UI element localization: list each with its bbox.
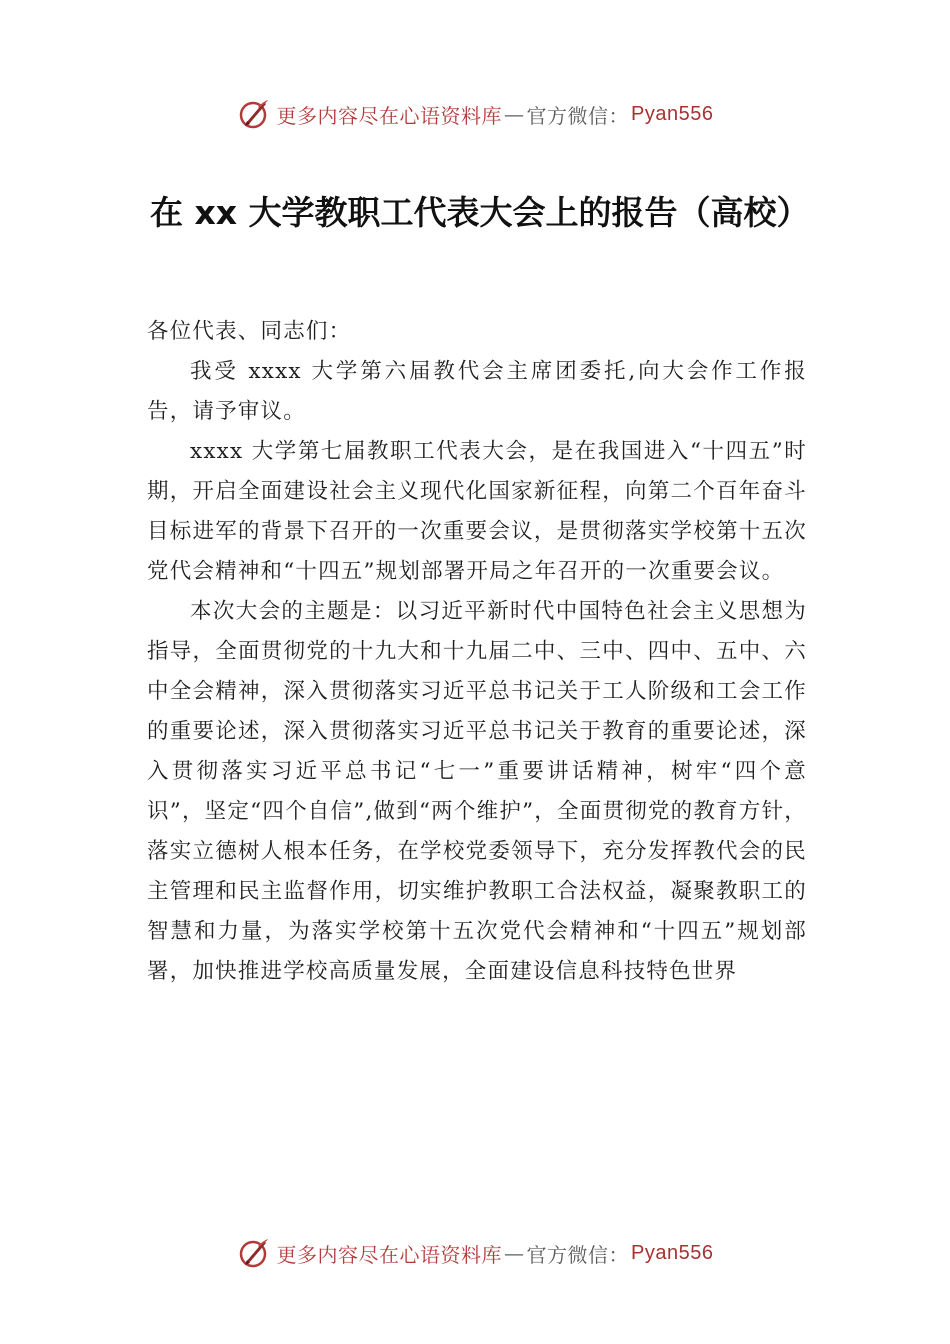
banner-wechat-label: 官方微信： xyxy=(526,103,630,128)
banner-wechat-id: Pyan556 xyxy=(631,102,714,125)
banner-brand: 更多内容尽在心语资料库 xyxy=(276,1242,503,1267)
banner-wechat-label: 官方微信： xyxy=(526,1242,630,1267)
footer-banner xyxy=(0,1233,950,1273)
body-paragraph: 我受 xxxx 大学第六届教代会主席团委托,向大会作工作报告，请予审议。 xyxy=(147,359,807,424)
quill-pen-logo-icon xyxy=(237,97,271,131)
body-paragraph: xxxx 大学第七届教职工代表大会，是在我国进入“十四五”时期，开启全面建设社会主义现代化国家新征程，向第二个百年奋斗目标进军的背景下召开的一次重要会议，是贯彻落实学校第十五次党代会精神和“十四五”规划部署开局之年召开的一次重要会议。 xyxy=(147,439,807,584)
banner-dash: — xyxy=(504,1241,525,1265)
banner-text xyxy=(277,100,714,129)
banner-brand: 更多内容尽在心语资料库 xyxy=(276,103,503,128)
header-banner xyxy=(0,94,950,134)
banner-text xyxy=(277,1239,714,1268)
document-body xyxy=(147,312,807,992)
document-title: 在 xx 大学教职工代表大会上的报告（高校） xyxy=(150,193,810,232)
quill-pen-logo-icon xyxy=(237,1236,271,1270)
body-paragraph: 本次大会的主题是：以习近平新时代中国特色社会主义思想为指导，全面贯彻党的十九大和十九届二中、三中、四中、五中、六中全会精神，深入贯彻落实习近平总书记关于工人阶级和工会工作的重要论述，深入贯彻落实习近平总书记关于教育的重要论述，深入贯彻落实习近平总书记“七一”重要讲话精神，树牢“四个意识”，坚定“四个自信”,做到“两个维护”，全面贯彻党的教育方针，落实立德树人根本任务，在学校党委领导下，充分发挥教代会的民主管理和民主监督作用，切实维护教职工合法权益，凝聚教职工的智慧和力量，为落实学校第十五次党代会精神和“十四五”规划部署，加快推进学校高质量发展，全面建设信息科技特色世界 xyxy=(147,599,807,984)
banner-dash: — xyxy=(504,102,525,126)
salutation: 各位代表、同志们： xyxy=(147,319,352,344)
banner-wechat-id: Pyan556 xyxy=(631,1241,714,1264)
